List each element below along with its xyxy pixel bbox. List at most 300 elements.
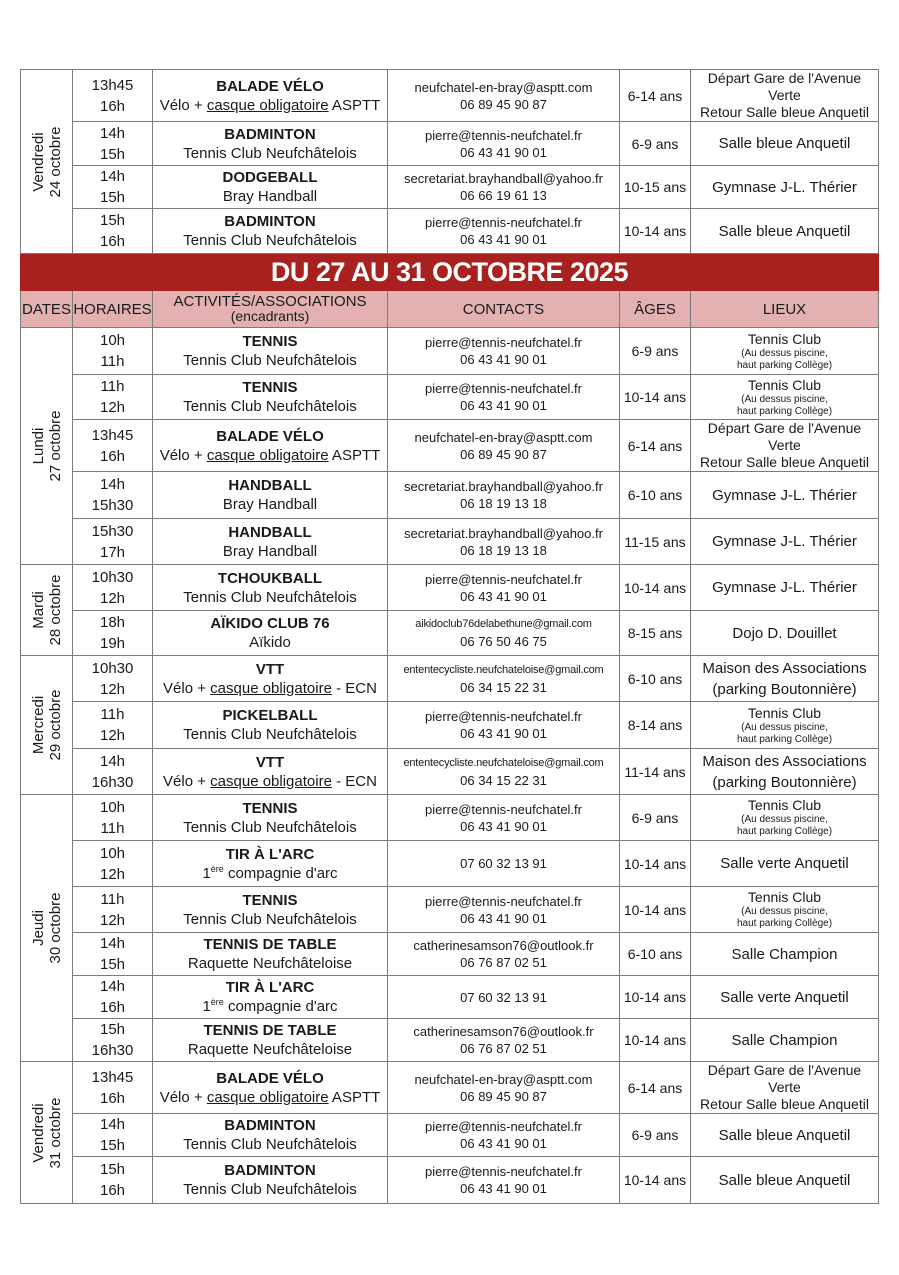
header-lieux: LIEUX xyxy=(691,291,879,328)
contact-cell xyxy=(388,420,620,472)
contact-cell xyxy=(388,976,620,1019)
schedule-page xyxy=(20,69,878,1204)
age-range: 6-14 ans xyxy=(620,1062,691,1114)
age-range: 10-14 ans xyxy=(620,209,691,254)
contact-email[interactable]: catherinesamson76@outlook.fr xyxy=(413,938,594,953)
start-time: 14h xyxy=(99,1116,126,1133)
end-time: 15h xyxy=(99,956,126,973)
contact-phone[interactable]: 06 43 41 90 01 xyxy=(460,588,547,604)
activity-cell xyxy=(153,519,388,565)
location-name: Gymnase J-L. Thérier xyxy=(712,533,857,550)
contact-email[interactable]: pierre@tennis-neufchatel.fr xyxy=(425,1119,582,1134)
day-label-cell xyxy=(21,656,73,795)
age-range: 6-9 ans xyxy=(620,795,691,841)
location-cell xyxy=(691,795,879,841)
location-note: (parking Boutonnière) xyxy=(712,680,857,698)
ordinal-suffix: ère xyxy=(210,997,224,1007)
contact-phone[interactable]: 07 60 32 13 91 xyxy=(460,989,547,1005)
location-return: Retour Salle bleue Anquetil xyxy=(700,104,869,120)
end-time: 15h30 xyxy=(91,497,134,514)
association-name: Vélo + casque obligatoire ASPTT xyxy=(159,96,381,114)
age-range: 11-14 ans xyxy=(620,749,691,795)
activity-name: PICKELBALL xyxy=(222,707,318,724)
contact-phone[interactable]: 06 76 87 02 51 xyxy=(460,955,547,970)
location-note: haut parking Collège) xyxy=(736,826,833,837)
location-cell xyxy=(691,702,879,749)
day-date: 28 octobre xyxy=(46,574,64,646)
time-cell xyxy=(73,375,153,420)
contact-cell xyxy=(388,1062,620,1114)
location-name: Tennis Club xyxy=(747,797,822,813)
end-time: 12h xyxy=(99,399,126,416)
activity-name: TENNIS DE TABLE xyxy=(203,936,337,953)
association-name: Tennis Club Neufchâtelois xyxy=(183,232,357,249)
location-departure: Départ Gare de l'Avenue Verte xyxy=(707,420,862,453)
activity-name: AÏKIDO CLUB 76 xyxy=(210,615,330,632)
activity-cell xyxy=(153,887,388,933)
activity-name: TENNIS xyxy=(242,891,298,909)
table-row xyxy=(21,656,879,702)
contact-email[interactable]: secretariat.brayhandball@yahoo.fr xyxy=(404,171,603,186)
location-departure: Départ Gare de l'Avenue Verte xyxy=(707,70,862,103)
activity-name: TCHOUKBALL xyxy=(217,569,323,587)
time-cell xyxy=(73,887,153,933)
age-range: 6-10 ans xyxy=(620,933,691,976)
start-time: 11h xyxy=(100,706,125,723)
table-row xyxy=(21,166,879,209)
contact-phone[interactable]: 06 34 15 22 31 xyxy=(460,772,547,788)
contact-phone[interactable]: 06 76 50 46 75 xyxy=(460,634,547,649)
time-cell xyxy=(73,472,153,519)
activity-cell xyxy=(153,1114,388,1157)
contact-phone[interactable]: 06 89 45 90 87 xyxy=(460,446,547,462)
end-time: 16h xyxy=(99,97,126,115)
location-note: haut parking Collège) xyxy=(736,918,833,929)
location-name: Salle Champion xyxy=(731,945,838,963)
table-row xyxy=(21,976,879,1019)
contact-cell xyxy=(388,565,620,611)
location-note: haut parking Collège) xyxy=(736,405,833,417)
header-activites xyxy=(153,291,388,328)
activity-cell xyxy=(153,976,388,1019)
age-range: 6-14 ans xyxy=(620,70,691,122)
mandatory-helmet-note: casque obligatoire xyxy=(206,1088,329,1106)
age-range: 8-14 ans xyxy=(620,702,691,749)
contact-cell xyxy=(388,1019,620,1062)
association-name: Aïkido xyxy=(249,634,291,651)
association-name: Bray Handball xyxy=(222,542,318,560)
contact-email[interactable]: secretariat.brayhandball@yahoo.fr xyxy=(404,479,603,494)
location-cell xyxy=(691,519,879,565)
location-cell xyxy=(691,887,879,933)
time-cell xyxy=(73,611,153,656)
location-departure: Départ Gare de l'Avenue Verte xyxy=(707,1062,862,1095)
contact-cell xyxy=(388,749,620,795)
contact-cell xyxy=(388,841,620,887)
time-cell xyxy=(73,976,153,1019)
association-name: Tennis Club Neufchâtelois xyxy=(183,398,357,415)
end-time: 19h xyxy=(99,635,126,652)
time-cell xyxy=(73,1062,153,1114)
end-time: 16h30 xyxy=(91,1042,134,1059)
age-range: 10-15 ans xyxy=(620,166,691,209)
activity-name: DODGEBALL xyxy=(222,169,318,186)
contact-phone[interactable]: 06 43 41 90 01 xyxy=(460,1136,547,1151)
activity-name: TIR À L'ARC xyxy=(225,845,315,863)
contact-email[interactable]: pierre@tennis-neufchatel.fr xyxy=(425,571,582,587)
location-name: Salle bleue Anquetil xyxy=(718,1126,851,1144)
start-time: 14h xyxy=(99,476,126,493)
table-row xyxy=(21,1062,879,1114)
time-cell xyxy=(73,702,153,749)
time-cell xyxy=(73,420,153,472)
table-row xyxy=(21,209,879,254)
contact-email[interactable]: neufchatel-en-bray@asptt.com xyxy=(414,79,593,95)
association-name: Vélo + casque obligatoire - ECN xyxy=(163,679,377,697)
activity-cell xyxy=(153,656,388,702)
start-time: 15h xyxy=(99,1161,126,1178)
table-row xyxy=(21,122,879,166)
end-time: 12h xyxy=(99,911,126,929)
activity-cell xyxy=(153,565,388,611)
location-name: Salle verte Anquetil xyxy=(720,988,849,1006)
time-cell xyxy=(73,209,153,254)
location-cell xyxy=(691,933,879,976)
day-name: Jeudi xyxy=(29,910,47,946)
table-row xyxy=(21,472,879,519)
time-cell xyxy=(73,933,153,976)
age-range: 10-14 ans xyxy=(620,841,691,887)
contact-email[interactable]: ententecycliste.neufchateloise@gmail.com xyxy=(403,663,604,676)
age-range: 10-14 ans xyxy=(620,976,691,1019)
contact-email[interactable]: aikidoclub76delabethune@gmail.com xyxy=(415,618,592,630)
time-cell xyxy=(73,122,153,166)
contact-cell xyxy=(388,1114,620,1157)
location-cell xyxy=(691,122,879,166)
week2-rows xyxy=(21,328,879,1204)
location-name: Tennis Club xyxy=(747,330,822,347)
table-row xyxy=(21,328,879,375)
association-name: Tennis Club Neufchâtelois xyxy=(183,588,357,606)
activity-name: BADMINTON xyxy=(224,1162,316,1179)
activity-cell xyxy=(153,1019,388,1062)
header-dates: DATES xyxy=(21,291,73,328)
location-note: (Au dessus piscine, xyxy=(741,393,828,405)
table-row xyxy=(21,611,879,656)
location-name: Tennis Club xyxy=(747,704,822,721)
activity-name: BALADE VÉLO xyxy=(216,427,324,445)
activity-cell xyxy=(153,933,388,976)
time-cell xyxy=(73,795,153,841)
activity-cell xyxy=(153,702,388,749)
location-note: (parking Boutonnière) xyxy=(712,773,857,791)
end-time: 12h xyxy=(99,865,126,883)
activity-name: TENNIS xyxy=(242,379,298,396)
start-time: 10h xyxy=(99,798,126,816)
location-cell xyxy=(691,420,879,472)
location-note: haut parking Collège) xyxy=(736,733,833,745)
location-name: Maison des Associations xyxy=(702,752,867,770)
contact-email[interactable]: neufchatel-en-bray@asptt.com xyxy=(414,429,593,445)
location-return: Retour Salle bleue Anquetil xyxy=(700,1096,869,1112)
activity-cell xyxy=(153,328,388,375)
start-time: 11h xyxy=(100,890,125,908)
start-time: 14h xyxy=(99,935,126,952)
activity-name: VTT xyxy=(255,753,285,771)
contact-phone[interactable]: 06 18 19 13 18 xyxy=(460,542,547,558)
location-name: Maison des Associations xyxy=(702,659,867,677)
location-cell xyxy=(691,976,879,1019)
table-row xyxy=(21,841,879,887)
week2-heading xyxy=(21,254,879,328)
table-row xyxy=(21,702,879,749)
mandatory-helmet-note: casque obligatoire xyxy=(210,679,332,697)
activity-cell xyxy=(153,209,388,254)
association-name: Bray Handball xyxy=(222,188,318,205)
contact-cell xyxy=(388,209,620,254)
location-name: Salle verte Anquetil xyxy=(720,855,849,872)
week1-rows xyxy=(21,70,879,254)
activity-name: BADMINTON xyxy=(224,125,316,143)
activity-cell xyxy=(153,70,388,122)
end-time: 15h xyxy=(99,1137,126,1154)
location-cell xyxy=(691,841,879,887)
association-name: Tennis Club Neufchâtelois xyxy=(183,1181,357,1198)
end-time: 16h xyxy=(99,999,126,1016)
contact-phone[interactable]: 06 43 41 90 01 xyxy=(460,352,547,367)
contact-email[interactable]: pierre@tennis-neufchatel.fr xyxy=(425,215,582,230)
day-label xyxy=(30,411,64,482)
contact-phone[interactable]: 06 43 41 90 01 xyxy=(460,818,547,834)
contact-cell xyxy=(388,328,620,375)
location-name: Salle bleue Anquetil xyxy=(718,222,851,240)
start-time: 14h xyxy=(99,978,126,995)
day-label xyxy=(30,690,64,761)
day-label xyxy=(30,575,64,646)
age-range: 10-14 ans xyxy=(620,565,691,611)
contact-phone[interactable]: 06 89 45 90 87 xyxy=(460,1088,547,1104)
start-time: 10h30 xyxy=(91,568,134,586)
end-time: 16h xyxy=(99,1089,126,1107)
contact-phone[interactable]: 06 43 41 90 01 xyxy=(460,910,547,926)
end-time: 12h xyxy=(99,680,126,698)
association-name: Tennis Club Neufchâtelois xyxy=(183,818,357,836)
table-row xyxy=(21,519,879,565)
association-name: Tennis Club Neufchâtelois xyxy=(183,726,357,743)
start-time: 10h xyxy=(99,844,126,862)
day-name: Lundi xyxy=(29,427,47,465)
day-label-cell xyxy=(21,795,73,1062)
activity-name: TENNIS xyxy=(242,799,298,817)
contact-email[interactable]: catherinesamson76@outlook.fr xyxy=(413,1024,594,1039)
contact-cell xyxy=(388,702,620,749)
activity-name: HANDBALL xyxy=(228,523,312,541)
contact-cell xyxy=(388,375,620,420)
table-row xyxy=(21,933,879,976)
table-row xyxy=(21,1019,879,1062)
schedule-table xyxy=(20,69,879,1204)
day-label-cell xyxy=(21,328,73,565)
location-note: (Au dessus piscine, xyxy=(741,906,828,917)
activity-name: BALADE VÉLO xyxy=(216,77,324,95)
activity-cell xyxy=(153,472,388,519)
age-range: 8-15 ans xyxy=(620,611,691,656)
contact-cell xyxy=(388,611,620,656)
activity-name: TENNIS DE TABLE xyxy=(203,1022,337,1039)
day-label xyxy=(30,893,64,964)
table-row xyxy=(21,375,879,420)
day-name: Mardi xyxy=(29,591,47,629)
start-time: 11h xyxy=(100,378,125,395)
end-time: 11h xyxy=(100,353,125,370)
association-name: Vélo + casque obligatoire - ECN xyxy=(163,772,377,790)
contact-email[interactable]: pierre@tennis-neufchatel.fr xyxy=(425,893,582,909)
contact-email[interactable]: pierre@tennis-neufchatel.fr xyxy=(425,1164,582,1179)
contact-phone[interactable]: 06 66 19 61 13 xyxy=(460,188,547,203)
location-cell xyxy=(691,328,879,375)
mandatory-helmet-note: casque obligatoire xyxy=(206,96,329,114)
start-time: 15h xyxy=(99,212,126,229)
header-contacts: CONTACTS xyxy=(388,291,620,328)
day-date: 24 octobre xyxy=(46,126,64,197)
age-range: 11-15 ans xyxy=(620,519,691,565)
association-name: 1ère compagnie d'arc xyxy=(202,863,338,882)
activity-cell xyxy=(153,122,388,166)
day-label-cell xyxy=(21,565,73,656)
day-label-cell xyxy=(21,70,73,254)
age-range: 10-14 ans xyxy=(620,1157,691,1204)
activity-name: TENNIS xyxy=(242,333,298,350)
time-cell xyxy=(73,519,153,565)
mandatory-helmet-note: casque obligatoire xyxy=(206,446,329,464)
table-row xyxy=(21,1114,879,1157)
activity-cell xyxy=(153,841,388,887)
contact-cell xyxy=(388,70,620,122)
start-time: 10h30 xyxy=(91,659,134,677)
activity-cell xyxy=(153,1157,388,1204)
contact-phone[interactable]: 06 43 41 90 01 xyxy=(460,726,547,741)
header-encadrants-label: (encadrants) xyxy=(230,308,310,324)
end-time: 16h30 xyxy=(91,773,134,791)
contact-cell xyxy=(388,166,620,209)
association-name: Vélo + casque obligatoire ASPTT xyxy=(159,446,381,464)
ordinal-suffix: ère xyxy=(210,863,224,874)
location-name: Tennis Club xyxy=(747,889,822,905)
contact-email[interactable]: pierre@tennis-neufchatel.fr xyxy=(425,709,582,724)
contact-phone[interactable]: 06 43 41 90 01 xyxy=(460,232,547,247)
time-cell xyxy=(73,1157,153,1204)
location-name: Gymnase J-L. Thérier xyxy=(712,486,857,504)
day-date: 27 octobre xyxy=(46,410,64,482)
contact-email[interactable]: pierre@tennis-neufchatel.fr xyxy=(425,381,582,396)
location-cell xyxy=(691,656,879,702)
activity-name: TIR À L'ARC xyxy=(225,979,315,996)
association-name: 1ère compagnie d'arc xyxy=(202,997,338,1015)
age-range: 10-14 ans xyxy=(620,887,691,933)
contact-email[interactable]: neufchatel-en-bray@asptt.com xyxy=(414,1071,593,1087)
end-time: 12h xyxy=(99,589,126,607)
contact-cell xyxy=(388,887,620,933)
activity-name: BADMINTON xyxy=(224,213,316,230)
contact-email[interactable]: secretariat.brayhandball@yahoo.fr xyxy=(404,525,603,541)
activity-cell xyxy=(153,166,388,209)
location-name: Salle bleue Anquetil xyxy=(718,135,851,152)
contact-phone[interactable]: 06 34 15 22 31 xyxy=(460,679,547,695)
header-horaires: HORAIRES xyxy=(73,291,153,328)
contact-email[interactable]: pierre@tennis-neufchatel.fr xyxy=(425,127,582,143)
table-row xyxy=(21,70,879,122)
end-time: 16h xyxy=(99,1182,126,1199)
table-row xyxy=(21,1157,879,1204)
header-activites-label: ACTIVITÉS/ASSOCIATIONS xyxy=(173,293,367,310)
activity-cell xyxy=(153,611,388,656)
start-time: 15h30 xyxy=(91,522,134,540)
contact-cell xyxy=(388,472,620,519)
contact-phone[interactable]: 07 60 32 13 91 xyxy=(460,856,547,871)
association-name: Bray Handball xyxy=(222,496,318,513)
contact-email[interactable]: pierre@tennis-neufchatel.fr xyxy=(425,801,582,817)
location-cell xyxy=(691,1114,879,1157)
location-cell xyxy=(691,749,879,795)
day-label-cell xyxy=(21,1062,73,1204)
time-cell xyxy=(73,1114,153,1157)
age-range: 6-10 ans xyxy=(620,656,691,702)
location-name: Tennis Club xyxy=(747,376,822,393)
location-return: Retour Salle bleue Anquetil xyxy=(700,454,869,470)
start-time: 15h xyxy=(99,1021,126,1038)
location-name: Dojo D. Douillet xyxy=(732,624,837,642)
activity-name: HANDBALL xyxy=(228,477,312,494)
contact-phone[interactable]: 06 89 45 90 87 xyxy=(460,96,547,112)
location-cell xyxy=(691,611,879,656)
age-range: 6-14 ans xyxy=(620,420,691,472)
end-time: 12h xyxy=(99,727,126,744)
contact-phone[interactable]: 06 43 41 90 01 xyxy=(460,144,547,160)
day-name: Vendredi xyxy=(29,131,47,192)
contact-phone[interactable]: 06 18 19 13 18 xyxy=(460,496,547,511)
day-date: 30 octobre xyxy=(46,892,64,964)
end-time: 15h xyxy=(99,189,126,206)
location-name: Gymnase J-L. Thérier xyxy=(712,579,857,596)
location-note: (Au dessus piscine, xyxy=(741,814,828,825)
start-time: 14h xyxy=(99,168,126,185)
association-name: Tennis Club Neufchâtelois xyxy=(183,910,357,928)
table-row xyxy=(21,565,879,611)
age-range: 6-9 ans xyxy=(620,122,691,166)
activity-cell xyxy=(153,375,388,420)
association-name: Tennis Club Neufchâtelois xyxy=(183,144,357,162)
contact-cell xyxy=(388,933,620,976)
time-cell xyxy=(73,656,153,702)
end-time: 15h xyxy=(99,145,126,163)
contact-email[interactable]: ententecycliste.neufchateloise@gmail.com xyxy=(403,756,604,769)
contact-email[interactable]: pierre@tennis-neufchatel.fr xyxy=(425,335,582,350)
start-time: 18h xyxy=(99,614,126,631)
week-banner: DU 27 AU 31 OCTOBRE 2025 xyxy=(21,254,879,291)
time-cell xyxy=(73,1019,153,1062)
activity-cell xyxy=(153,1062,388,1114)
end-time: 16h xyxy=(99,233,126,250)
contact-cell xyxy=(388,795,620,841)
location-name: Salle bleue Anquetil xyxy=(718,1171,851,1189)
location-note: (Au dessus piscine, xyxy=(741,347,828,359)
location-note: haut parking Collège) xyxy=(736,359,833,371)
contact-phone[interactable]: 06 43 41 90 01 xyxy=(460,1181,547,1196)
age-range: 10-14 ans xyxy=(620,1019,691,1062)
activity-name: VTT xyxy=(255,660,285,678)
contact-phone[interactable]: 06 76 87 02 51 xyxy=(460,1041,547,1056)
contact-phone[interactable]: 06 43 41 90 01 xyxy=(460,398,547,413)
